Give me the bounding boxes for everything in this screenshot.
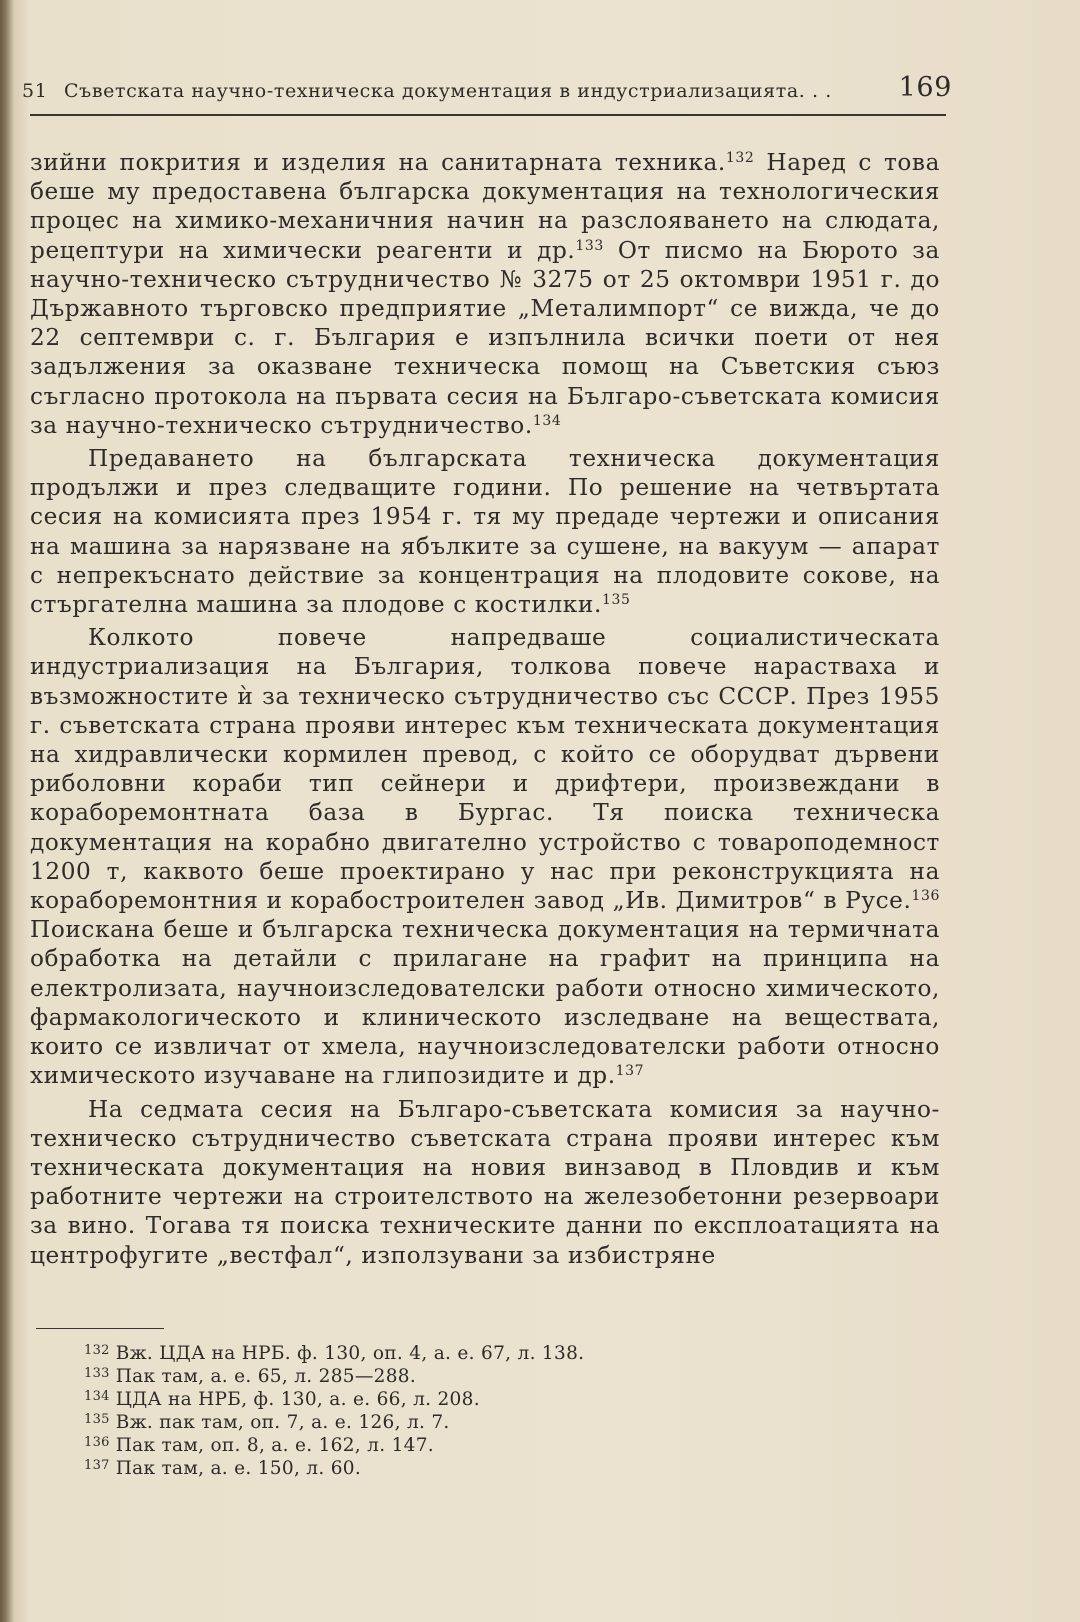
footnote [84,1411,784,1434]
paragraph-text: От писмо на Бюрото за научно-техническо сътрудничество № 3275 от 25 октомври 1951 г. до Държавното търговско предприятие „Металимпорт“ се вижда, че до 22 септември с. г. България е изпълнила всички поети от нея задължения за оказване техническа помощ на Съветския съюз съгласно протокола на първата сесия на Българо-съветската комисия за научно-техническо сътрудничество. [30,236,940,439]
paragraph-text: Предаването на българската техническа документация продължи и през следващите години. По решение на четвъртата сесия на комисията през 1954 г. тя му предаде чертежи и описания на машина за нарязване на ябълките за сушене, на вакуум — апарат с непрекъснато действие за концентрация на плодовите сокове, на стъргателна машина за плодове с костилки. [30,445,940,619]
footnote-ref: 134 [532,412,562,429]
footnote-number: 137 [84,1458,110,1473]
footnotes [84,1342,784,1480]
footnote [84,1434,784,1457]
footnote-text: ЦДА на НРБ, ф. 130, а. е. 66, л. 208. [115,1389,480,1410]
footnote [84,1365,784,1388]
page-number: 169 [898,72,952,103]
paragraph-text: Колкото повече напредваше социалистическата индустриализация на България, толкова повече нарастваха и възможностите ѝ за техническо сътрудничество със СССР. През 1955 г. съветската страна прояви интерес към техническата документация на хидравлически кормилен превод, с който се оборудват дървени риболовни кораби тип сейнери и дрифтери, произвеждани в кораборемонтната база в Бургас. Тя поиска техническа документация на корабно двигателно устройство с товароподемност 1200 т, каквото беше проектирано у нас при реконструкцията на кораборемонтния и корабостроителен завод „Ив. Димитров“ в Русе. [30,624,940,915]
footnote-number: 133 [84,1366,110,1381]
footnote-text: Пак там, а. е. 65, л. 285—288. [115,1366,417,1387]
footnote-ref: 133 [575,237,604,254]
footnote-ref: 135 [601,592,631,609]
footnote-text: Пак там, а. е. 150, л. 60. [115,1458,362,1479]
header-rule [30,114,946,116]
paragraph [30,1095,940,1270]
running-header [22,72,952,106]
footnote-text: Вж. пак там, оп. 7, а. е. 126, л. 7. [115,1412,450,1433]
footnote-ref: 136 [911,888,940,905]
paragraph [30,623,940,1090]
footnote-number: 135 [84,1412,110,1427]
footnote [84,1342,784,1365]
running-title: Съветската научно-техническа документация в индустриализацията. . . [64,80,832,102]
footnote [84,1457,784,1480]
paragraph-text: Поискана беше и българска техническа документация на термичната обработка на детайли с прилагане на графит на принципа на електролизата, научноизследователски работи относно химическото, фармакологическото и клиническото изследване на веществата, които се извличат от хмела, научноизследователски работи относно химическото изучаване на глипозидите и др. [30,916,940,1090]
paragraph-text: зийни покрития и изделия на санитарната техника. [30,149,726,176]
paragraph [30,444,940,619]
paragraph [30,148,940,440]
footnote [84,1388,784,1411]
chapter-number: 51 [22,80,48,102]
footnote-text: Пак там, оп. 8, а. е. 162, л. 147. [115,1435,434,1456]
footnote-text: Вж. ЦДА на НРБ. ф. 130, оп. 4, а. е. 67, л. 138. [115,1343,585,1364]
footnote-ref: 132 [725,150,755,166]
footnote-number: 132 [84,1343,110,1358]
paragraph-text: Наред с това беше му предоставена българска документация на технологическия процес на химико-механичния начин на разслояването на слюдата, рецептури на химически реагенти и др. [30,149,941,264]
footnote-number: 134 [84,1389,110,1404]
main-text [30,148,940,1274]
footnote-ref: 137 [615,1063,645,1080]
paragraph-text: На седмата сесия на Българо-съветската комисия за научно-техническо сътрудничество съветската страна прояви интерес към техническата документация на новия винзавод в Пловдив и към работните чертежи на строителството на железобетонни резервоари за вино. Тогава тя поиска техническите данни по експлоатацията на центрофугите „вестфал“, използувани за избистряне [30,1095,940,1269]
footnote-rule [36,1328,164,1329]
footnote-number: 136 [84,1435,110,1450]
